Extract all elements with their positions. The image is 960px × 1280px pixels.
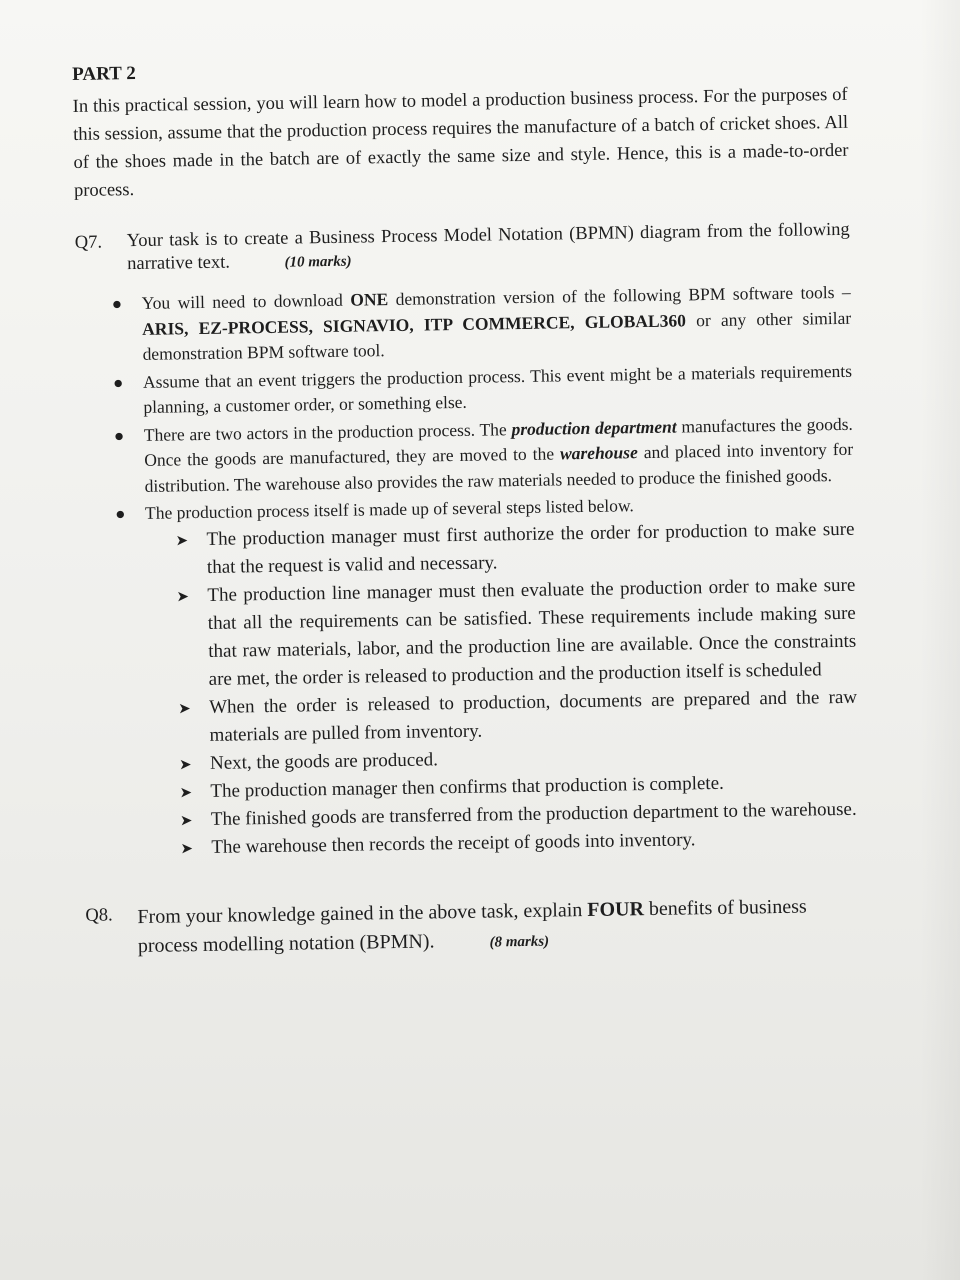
bullet-3-text-2: manufactures the goods. Once the goods are manufactured, they are moved to the (144, 413, 853, 470)
step-text: The production manager must first authorize the order for production to make sure that the request is valid and necessary. (206, 518, 855, 578)
bullet-3-text: There are two actors in the production process. The (143, 418, 512, 445)
step-item (176, 571, 857, 694)
bullet-1-tools: ARIS, EZ-PROCESS, SIGNAVIO, ITP COMMERCE, GLOBAL360 (142, 309, 687, 339)
step-text: The production line manager must then evaluate the production order to make sure that all the requirements can be satisfied. These requirements include making sure that raw materials, labor, and the production line are available. Once the constraints are met, the order is released to production and the production itself is scheduled (207, 574, 857, 690)
list-item (114, 411, 854, 499)
arrow-icon: ➤ (179, 782, 193, 801)
question-8 (85, 891, 861, 963)
bullet-3-production-department: production department (511, 416, 677, 439)
arrow-icon: ➤ (175, 530, 189, 549)
page-shadow (920, 0, 960, 1280)
bullet-1-text: You will need to download (141, 289, 351, 313)
question-7-marks: (10 marks) (284, 253, 352, 271)
question-8-text-2: benefits of business process modelling notation (BPMN). (137, 895, 807, 957)
bullet-1-emphasis: ONE (350, 289, 389, 310)
arrow-icon: ➤ (176, 586, 190, 605)
document-body (72, 50, 861, 964)
step-text: When the order is released to production, documents are prepared and the raw materials are pulled from inventory. (208, 686, 858, 746)
bullet-1-text-3: or any other similar demonstration BPM software tool. (142, 307, 852, 364)
question-8-emphasis: FOUR (587, 897, 645, 921)
bullet-2-text: Assume that an event triggers the production process. This event might be a materials requirements planning, a customer order, or something else. (142, 360, 853, 417)
bullet-3-text-3: and placed into inventory for distribution. The warehouse also provides the raw materials needed to produce the finished goods. (144, 438, 854, 496)
arrow-icon: ➤ (178, 698, 191, 717)
production-steps-list (145, 515, 859, 862)
step-text: The production manager then confirms that production is complete. (210, 772, 724, 802)
step-text: Next, the goods are produced. (209, 748, 439, 774)
bullet-icon: ● (113, 425, 125, 445)
bullet-4-text: The production process itself is made up of several steps listed below. (144, 495, 634, 523)
question-8-body (137, 891, 861, 962)
bullet-icon: ● (114, 504, 126, 524)
step-text: The finished goods are transferred from the production department to the warehouse. (210, 798, 857, 830)
list-item (115, 490, 860, 863)
arrow-icon: ➤ (179, 810, 193, 829)
arrow-icon: ➤ (180, 838, 194, 857)
bullet-icon: ● (111, 294, 123, 314)
question-7 (75, 219, 851, 278)
step-text: The warehouse then records the receipt of goods into inventory. (211, 828, 696, 858)
arrow-icon: ➤ (178, 754, 192, 773)
intro-paragraph: In this practical session, you will learn how to model a production business process. For the purposes of this session, assume that the production process requires the manufacture of a batch of cricket shoes. All of the shoes made in the batch are of exactly the same size and style. Hence, this is a made-to-order process. (72, 84, 849, 201)
bullet-1-text-2: demonstration version of the following BPM software tools – (388, 281, 851, 310)
bullet-3-warehouse: warehouse (559, 442, 638, 464)
question-7-text: Your task is to create a Business Process Model Notation (BPMN) diagram from the following narrative text. (126, 219, 850, 275)
question-7-body (127, 219, 851, 277)
question-8-marks: (8 marks) (489, 933, 550, 951)
list-item (112, 280, 852, 368)
requirements-list (76, 280, 860, 864)
list-item (113, 358, 853, 421)
question-7-number: Q7. (74, 232, 103, 253)
question-8-text: From your knowledge gained in the above task, explain (137, 898, 588, 928)
question-8-number: Q8. (85, 904, 113, 926)
bullet-icon: ● (112, 372, 124, 392)
part-title: PART 2 (72, 63, 136, 85)
